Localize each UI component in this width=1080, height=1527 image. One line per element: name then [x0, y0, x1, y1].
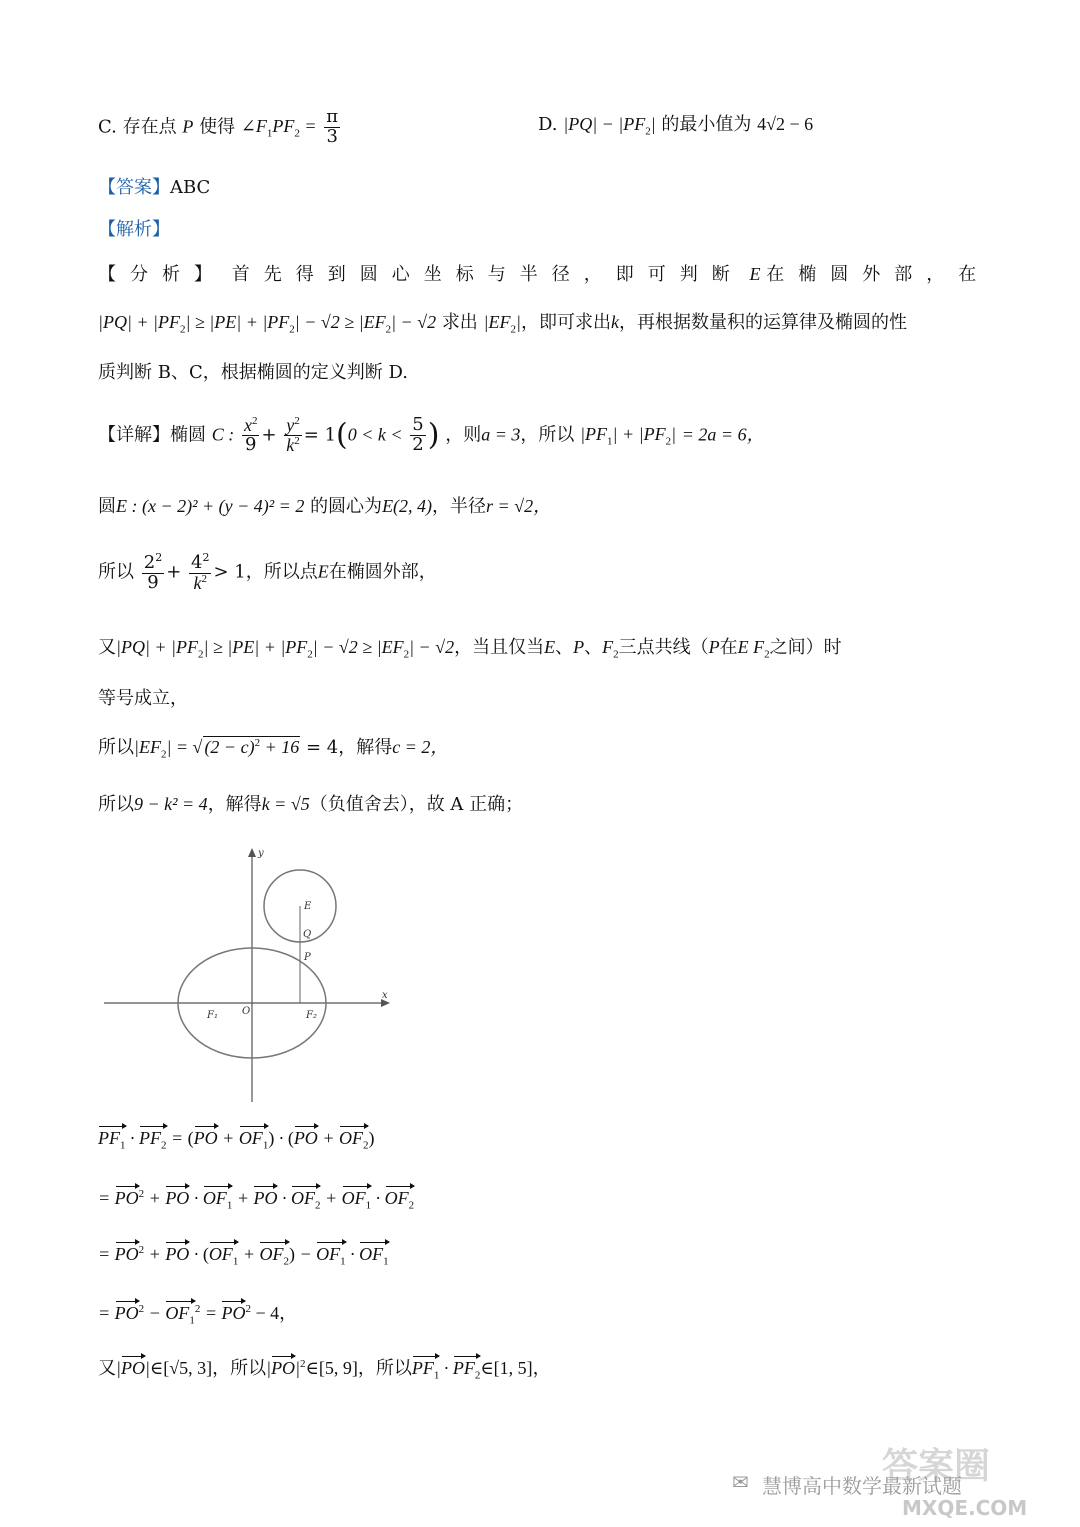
- watermark-site: MXQE.COM: [902, 1496, 1028, 1520]
- label-f1: F₁: [207, 1010, 218, 1021]
- pi-third-fraction: $\frac{\pi}{3}$: [326, 106, 339, 147]
- y-axis-arrow: [248, 848, 256, 857]
- detail-equal: 等号成立，: [98, 688, 188, 709]
- label-o: O: [242, 1006, 251, 1017]
- vector-line-1: $PF_1 \cdot PF_2 = (PO + OF_1) \cdot (PO + OF_2)$: [98, 1128, 375, 1152]
- detail-outside: 所以 $\frac{2^2}{9}$ + $\frac{4^2}{k^2}$ > 1，所以点E在椭圆外部，: [98, 551, 437, 593]
- vector-line-3: = $PO^2$ + PO · $(OF_1 + OF_2) - OF_1 \cdot OF_1$: [98, 1244, 389, 1268]
- ellipse-circle-figure: [100, 840, 400, 1110]
- detail-k: 所以9 − k² = 4，解得k = √5（负值舍去），故 A 正确；: [98, 794, 524, 815]
- detail-circle: 圆E : (x − 2)² + (y − 4)² = 2 的圆心为E(2, 4)，半径r = √2，: [98, 496, 552, 517]
- label-q: Q: [303, 929, 312, 940]
- label-p: P: [304, 952, 311, 963]
- vector-line-5: 又|PO|∈[√5, 3]，所以$|PO|^2\in[5$, 9]，所以$PF_1$ · $PF_2\in[1$, 5]，: [98, 1358, 551, 1382]
- label-e: E: [304, 901, 312, 912]
- analysis-line-2: $|PQ| + |PF_2| \ge |PE| + |PF_2| - √2 \ge |EF_2| - √2$ 求出 $|EF_2|$，即可求出k，再根据数量积的运算律及椭圆的性: [98, 312, 907, 336]
- vector-line-2: = $PO^2$ + PO · $OF_1$ + PO · $OF_2 + OF_1 \cdot OF_2$: [98, 1188, 415, 1212]
- watermark-wechat: 慧博高中数学最新试题: [762, 1474, 962, 1498]
- analysis-line-1: 【分析】 首先得到圆心坐标与半径，即可判断 E 在椭圆外部，在: [98, 264, 991, 285]
- vector-line-4: = $PO^2 - OF_1^2 = PO^2 - 4$，: [98, 1303, 298, 1327]
- option-d: D. $|PQ| - |PF_2|$ 的最小值为 4√2 − 6: [538, 114, 814, 138]
- watermark-brand: 答案圈: [882, 1446, 991, 1487]
- detail-ef2: 所以$|EF_2|$ = √ $(2 - c)^2 + 16 = 4$，解得c = 2，: [98, 737, 449, 761]
- label-y: y: [258, 848, 264, 859]
- answer-line: 【答案】ABC: [98, 177, 211, 198]
- option-c: C. 存在点 P 使得 $\angle F_1PF_2$ = $\frac{\pi}{3}$: [98, 106, 339, 147]
- analysis-line-3: 质判断 B、C，根据椭圆的定义判断 D.: [98, 362, 408, 383]
- label-f2: F₂: [306, 1010, 317, 1021]
- analysis-heading: 【解析】: [98, 219, 170, 240]
- detail-inequality: 又$|PQ| + |PF_2| \ge |PE| + |PF_2| - √2 \ge |EF_2| - √2$，当且仅当E、P、$F_2$三点共线（P在E $F_2$之间）时: [98, 637, 842, 661]
- wechat-icon: ✉: [732, 1470, 749, 1494]
- label-x: x: [382, 990, 388, 1001]
- watermark: [732, 1438, 1052, 1518]
- detail-ellipse: 【详解】椭圆 C : $\frac{x^2}{9}$ + $\frac{y^2}{k^2}$ = 1(0 < k < $\frac{5}{2}$ ) ，则a = 3，所以 $|PF_1| + |PF_2| = 2a = 6$，: [98, 414, 765, 455]
